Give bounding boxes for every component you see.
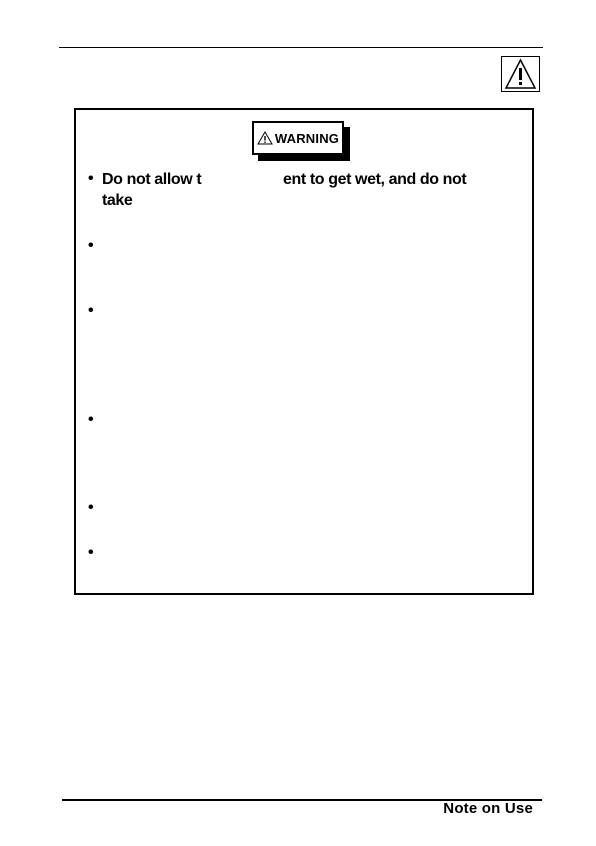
caution-icon [501,56,540,92]
bullet-4: • [88,411,94,428]
warning-label-text: WARNING [274,130,340,146]
footer-section-title: Note on Use [443,800,533,817]
bullet-1: • [88,170,94,187]
item-1-line2: take [102,192,133,209]
warning-label [252,121,344,155]
bullet-2: • [88,237,94,254]
warning-icon [257,131,273,145]
bullet-3: • [88,302,94,319]
bullet-5: • [88,499,94,516]
item-1-line1-part2: ent to get wet, and do not [283,171,467,188]
bullet-6: • [88,544,94,561]
caution-triangle-icon [504,58,537,90]
header-rule [59,47,543,48]
item-1-line1-part1: Do not allow t [102,171,202,188]
